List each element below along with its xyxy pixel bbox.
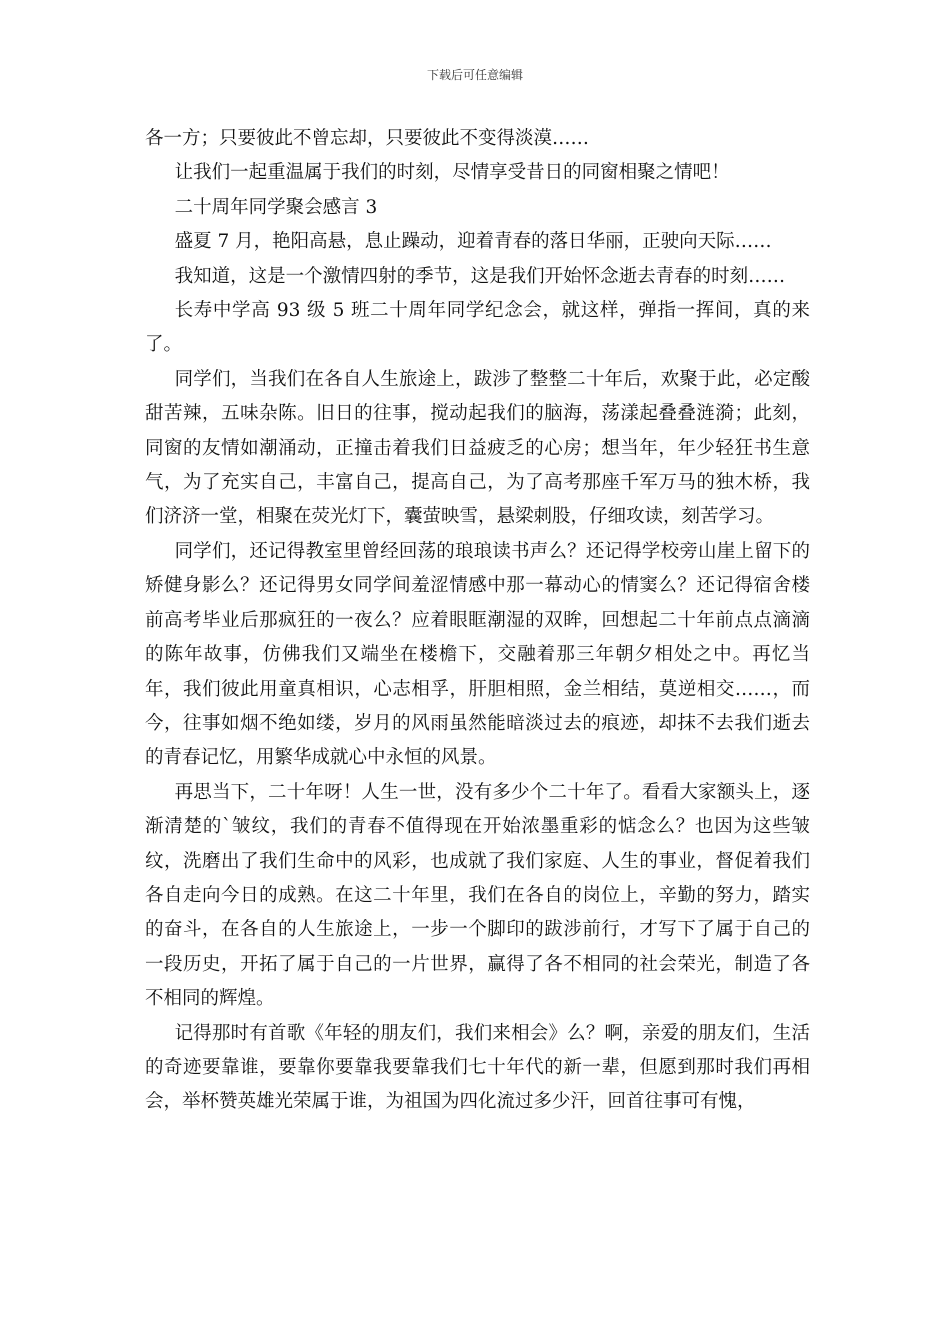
- paragraph-continuation: 各一方；只要彼此不曾忘却，只要彼此不变得淡漠……: [145, 128, 590, 149]
- paragraph: 同学们，还记得教室里曾经回荡的琅琅读书声么？还记得学校旁山崖上留下的矫健身影么？还记得男女同学间羞涩情感中那一幕动心的情窦么？还记得宿舍楼前高考毕业后那疯狂的一夜么？应着眼眶潮湿的双眸，回想起二十年前点点滴滴的陈年故事，仿佛我们又端坐在楼檐下，交融着那三年朝夕相处之中。再忆当年，我们彼此用童真相识，心志相孚，肝胆相照，金兰相结，莫逆相交……，而今，往事如烟不绝如缕，岁月的风雨虽然能暗淡过去的痕迹，却抹不去我们逝去的青春记忆，用繁华成就心中永恒的风景。: [145, 540, 810, 769]
- paragraph: 长寿中学高 93 级 5 班二十周年同学纪念会，就这样，弹指一挥间，真的来了。: [145, 300, 810, 356]
- paragraph: 同学们，当我们在各自人生旅途上，跋涉了整整二十年后，欢聚于此，必定酸甜苦辣，五味杂陈。旧日的往事，搅动起我们的脑海，荡漾起叠叠涟漪；此刻，同窗的友情如潮涌动，正撞击着我们日益疲乏的心房；想当年，年少轻狂书生意气，为了充实自己，丰富自己，提高自己，为了高考那座千军万马的独木桥，我们济济一堂，相聚在荧光灯下，囊萤映雪，悬梁刺股，仔细攻读，刻苦学习。: [145, 368, 810, 528]
- paragraph: 再思当下，二十年呀！人生一世，没有多少个二十年了。看看大家额头上，逐渐清楚的`皱纹，我们的青春不值得现在开始浓墨重彩的惦念么？也因为这些皱纹，洗磨出了我们生命中的风彩，也成就了我们家庭、人生的事业，督促着我们各自走向今日的成熟。在这二十年里，我们在各自的岗位上，辛勤的努力，踏实的奋斗，在各自的人生旅途上，一步一个脚印的跋涉前行，才写下了属于自己的一段历史，开拓了属于自己的一片世界，赢得了各不相同的社会荣光，制造了各不相同的辉煌。: [145, 781, 810, 1010]
- section-title: 二十周年同学聚会感言 3: [174, 196, 378, 218]
- paragraph: 记得那时有首歌《年轻的朋友们，我们来相会》么？啊，亲爱的朋友们，生活的奇迹要靠谁，要靠你要靠我要靠我们七十年代的新一辈，但愿到那时我们再相会，举杯赞英雄光荣属于谁，为祖国为四化流过多少汗，回首往事可有愧，: [145, 1022, 810, 1113]
- paragraph: 我知道，这是一个激情四射的季节，这是我们开始怀念逝去青春的时刻……: [174, 265, 786, 287]
- paragraph: 让我们一起重温属于我们的时刻，尽情享受昔日的同窗相聚之情吧！: [174, 162, 730, 184]
- page-header: 下载后可任意编辑: [426, 68, 523, 82]
- document-body: [145, 122, 810, 1120]
- paragraph: 盛夏 7 月，艳阳高悬，息止躁动，迎着青春的落日华丽，正驶向天际……: [174, 231, 772, 253]
